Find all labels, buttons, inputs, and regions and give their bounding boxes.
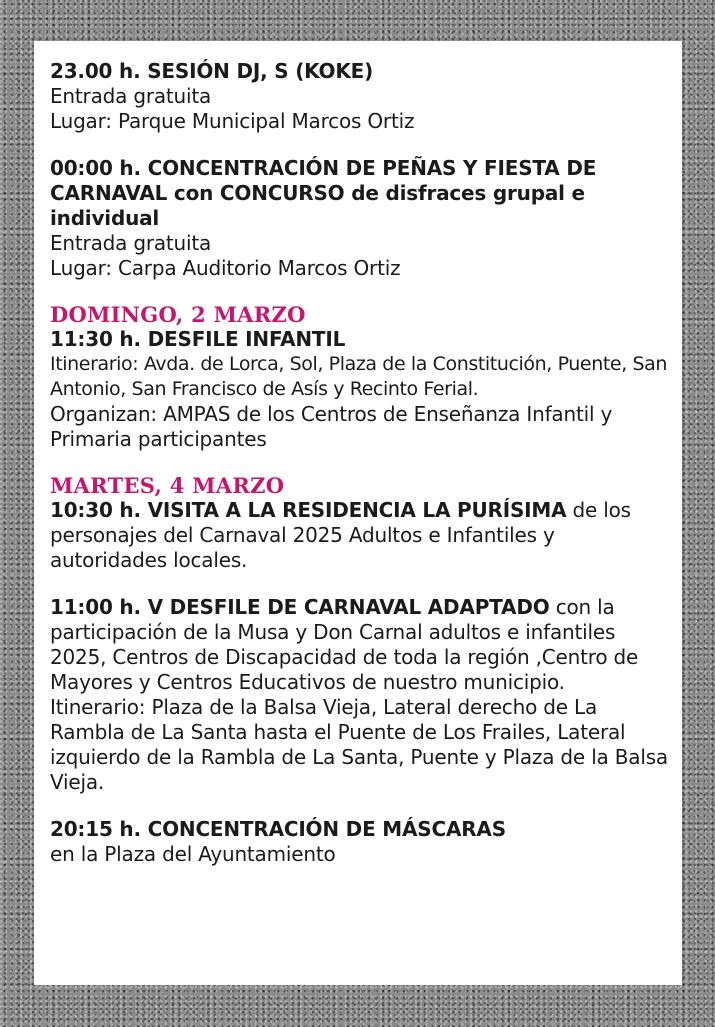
event-description: de los personajes del Carnaval 2025 Adultos e Infantiles y autoridades locales.	[50, 498, 631, 572]
day-martes	[50, 474, 672, 573]
event-title: 20:15 h. CONCENTRACIÓN DE MÁSCARAS	[50, 817, 506, 841]
day-heading: MARTES, 4 MARZO	[50, 473, 285, 498]
event-description: con la participación de la Musa y Don Carnal adultos e infantiles 2025, Centros de Discapacidad de toda la región ,Centro de Mayores y Centros Educativos de nuestro municipio.	[50, 595, 639, 694]
event-title: 11:00 h. V DESFILE DE CARNAVAL ADAPTADO	[50, 595, 550, 619]
event-entry: Entrada gratuita	[50, 231, 212, 255]
event-title: 10:30 h. VISITA A LA RESIDENCIA LA PURÍSIMA	[50, 498, 567, 522]
day-domingo	[50, 303, 672, 452]
event-itinerary: Itinerario: Plaza de la Balsa Vieja, Lateral derecho de La Rambla de La Santa hasta el Puente de Los Frailes, Lateral izquierdo de la Rambla de La Santa, Puente y Plaza de la Balsa Vieja.	[50, 695, 668, 794]
event-desfile	[50, 595, 672, 695]
event-organizers: Organizan: AMPAS de los Centros de Enseñanza Infantil y Primaria participantes	[50, 402, 613, 451]
event-visita	[50, 498, 672, 573]
event-title: 00:00 h. CONCENTRACIÓN DE PEÑAS Y FIESTA DE CARNAVAL con CONCURSO de disfraces grupal e individual	[50, 156, 597, 230]
event-itinerary: Itinerario: Avda. de Lorca, Sol, Plaza de la Constitución, Puente, San Antonio, San Francisco de Asís y Recinto Ferial.	[50, 353, 668, 400]
day-heading: DOMINGO, 2 MARZO	[50, 302, 306, 327]
event-place: en la Plaza del Ayuntamiento	[50, 842, 336, 866]
event-dj-session	[50, 59, 672, 134]
program-panel	[34, 41, 682, 985]
event-mascaras	[50, 817, 672, 867]
event-title: 11:30 h. DESFILE INFANTIL	[50, 327, 346, 351]
event-place: Lugar: Carpa Auditorio Marcos Ortiz	[50, 256, 401, 280]
event-entry: Entrada gratuita	[50, 84, 212, 108]
event-desfile-adaptado	[50, 595, 672, 795]
event-place: Lugar: Parque Municipal Marcos Ortiz	[50, 109, 415, 133]
event-title: 23.00 h. SESIÓN DJ, S (KOKE)	[50, 59, 374, 83]
event-concentracion-penas	[50, 156, 672, 281]
